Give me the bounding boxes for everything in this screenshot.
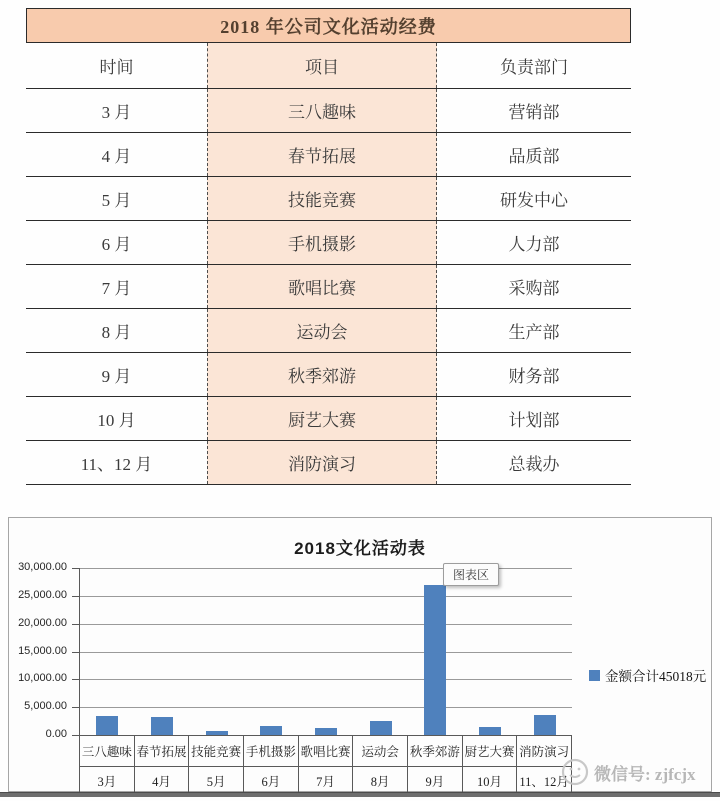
y-axis-tick (72, 707, 79, 708)
chart-bar[interactable] (260, 726, 282, 735)
expense-table (26, 8, 631, 485)
table-cell-project: 春节拓展 (207, 133, 437, 176)
table-row (26, 177, 631, 221)
table-cell-time: 11、12 月 (80, 455, 153, 474)
table-cell-time: 9 月 (101, 367, 132, 386)
table-cell-time: 5 月 (101, 191, 132, 210)
table-cell-time: 10 月 (97, 411, 136, 430)
bottom-edge-bar (0, 792, 720, 797)
chart-bar[interactable] (424, 585, 446, 735)
month-label-cell: 9月 (408, 767, 463, 795)
table-cell-project: 技能竞赛 (207, 177, 437, 220)
chart-bar[interactable] (479, 727, 501, 735)
y-axis-label: 5,000.00 (24, 700, 67, 713)
category-axis (79, 735, 572, 795)
chart-legend[interactable] (589, 665, 706, 685)
month-label-cell: 7月 (299, 767, 354, 795)
y-axis-label: 10,000.00 (18, 672, 67, 685)
table-cell-department: 生产部 (508, 323, 560, 342)
table-grid (26, 43, 631, 485)
table-cell-project: 手机摄影 (207, 221, 437, 264)
y-axis-label: 25,000.00 (18, 588, 67, 601)
table-cell-project: 厨艺大赛 (207, 397, 437, 440)
y-axis-label: 20,000.00 (18, 616, 67, 629)
y-axis-tick (72, 596, 79, 597)
activity-label-cell: 运动会 (353, 735, 408, 767)
wechat-emblem-icon (561, 758, 589, 786)
month-label-cell: 8月 (353, 767, 408, 795)
table-cell-department: 总裁办 (508, 455, 560, 474)
legend-swatch-icon (589, 670, 600, 681)
activity-label-cell: 春节拓展 (135, 735, 190, 767)
table-cell-department: 人力部 (508, 235, 560, 254)
y-axis-tick (72, 568, 79, 569)
table-cell-department: 计划部 (508, 411, 560, 430)
table-cell-time: 8 月 (101, 323, 132, 342)
table-header-cell: 时间 (99, 58, 134, 77)
chart-title: 2018文化活动表 (294, 539, 426, 558)
y-axis-tick (72, 679, 79, 680)
table-header-cell: 负责部门 (500, 58, 568, 77)
table-cell-time: 4 月 (101, 147, 132, 166)
table-title: 2018 年公司文化活动经费 (26, 8, 631, 43)
table-row (26, 89, 631, 133)
table-cell-department: 财务部 (508, 367, 560, 386)
gridline (80, 679, 572, 680)
table-row (26, 309, 631, 353)
table-cell-project: 三八趣味 (207, 89, 437, 132)
table-cell-department: 采购部 (508, 279, 560, 298)
gridline (80, 707, 572, 708)
table-cell-time: 3 月 (101, 103, 132, 122)
table-header-row (26, 43, 631, 89)
month-label-cell: 11、12月 (517, 767, 572, 795)
activity-label-cell: 三八趣味 (80, 735, 135, 767)
activity-label-cell: 厨艺大赛 (463, 735, 518, 767)
chart-bar[interactable] (315, 728, 337, 735)
chart-bar[interactable] (151, 717, 173, 735)
legend-label: 金额合计45018元 (605, 669, 707, 684)
tooltip-label: 图表区 (453, 568, 490, 582)
table-cell-project: 运动会 (207, 309, 437, 352)
month-label-cell: 3月 (80, 767, 135, 795)
table-row (26, 133, 631, 177)
activity-label-cell: 歌唱比赛 (299, 735, 354, 767)
gridline (80, 624, 572, 625)
month-label-cell: 10月 (463, 767, 518, 795)
month-label-cell: 6月 (244, 767, 299, 795)
table-row (26, 353, 631, 397)
table-row (26, 397, 631, 441)
table-row (26, 265, 631, 309)
y-axis-label: 0.00 (45, 728, 67, 740)
y-axis-label: 15,000.00 (18, 644, 67, 657)
month-label-cell: 4月 (135, 767, 190, 795)
chart-bar[interactable] (370, 721, 392, 736)
gridline (80, 596, 572, 597)
table-header-cell: 项目 (207, 43, 437, 88)
activity-label-cell: 技能竞赛 (189, 735, 244, 767)
y-axis-tick (72, 652, 79, 653)
table-cell-time: 7 月 (101, 279, 132, 298)
table-cell-time: 6 月 (101, 235, 132, 254)
activity-label-cell: 秋季郊游 (408, 735, 463, 767)
gridline (80, 652, 572, 653)
chart-bar[interactable] (534, 715, 556, 735)
y-axis-tick (72, 735, 79, 736)
activity-label-cell: 手机摄影 (244, 735, 299, 767)
chart-container[interactable] (8, 517, 712, 792)
y-axis-tick (72, 624, 79, 625)
activity-label-cell: 消防演习 (517, 735, 572, 767)
table-cell-project: 歌唱比赛 (207, 265, 437, 308)
table-row (26, 441, 631, 485)
chart-area-tooltip (443, 563, 499, 586)
chart-bar[interactable] (96, 716, 118, 736)
table-row (26, 221, 631, 265)
watermark-text: 微信号: zjfcjx (594, 764, 696, 784)
watermark (561, 758, 696, 786)
table-cell-department: 营销部 (508, 103, 560, 122)
table-cell-project: 消防演习 (207, 441, 437, 484)
table-cell-department: 品质部 (508, 147, 560, 166)
y-axis-label: 30,000.00 (18, 561, 67, 573)
table-cell-project: 秋季郊游 (207, 353, 437, 396)
table-cell-department: 研发中心 (500, 191, 568, 210)
plot-area[interactable] (79, 568, 572, 736)
month-label-cell: 5月 (189, 767, 244, 795)
